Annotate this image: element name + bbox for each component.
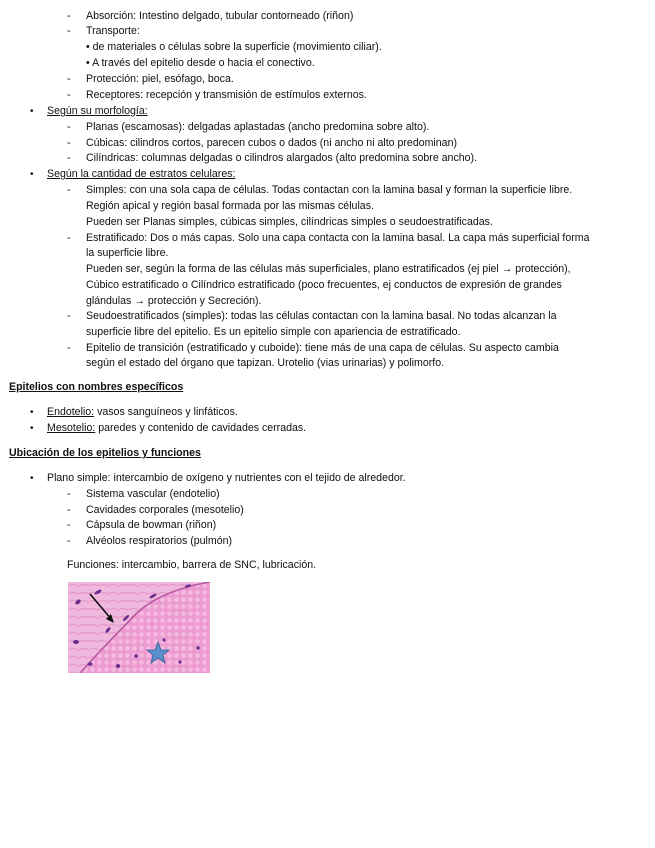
item-estratificado-line5: glándulas → protección y Secreción). (86, 295, 262, 307)
mesotelio-text: paredes y contenido de cavidades cerradas. (95, 422, 307, 434)
item-proteccion: Protección: piel, esófago, boca. (86, 73, 234, 85)
heading-estratos: Según la cantidad de estratos celulares: (47, 168, 236, 180)
item-transporte: Transporte: (86, 25, 140, 37)
item-ubicacion: Cavidades corporales (mesotelio) (86, 504, 244, 516)
item-estratificado-line4: Cúbico estratificado o Cilíndrico estratificado (poco frecuentes, ej conductos de expresión de grandes (86, 279, 562, 291)
funciones-text: Funciones: intercambio, barrera de SNC, lubricación. (67, 559, 317, 571)
item-seudo-line2: superficie libre del epitelio. Es un epitelio simple con apariencia de estratificado. (86, 326, 461, 338)
endotelio-text: vasos sanguíneos y linfáticos. (94, 406, 238, 418)
dash-marker: - (67, 10, 71, 22)
item-planas: Planas (escamosas): delgadas aplastadas (ancho predomina sobre alto). (86, 121, 430, 133)
item-ubicacion: Alvéolos respiratorios (pulmón) (86, 535, 233, 547)
dash-marker: - (67, 504, 71, 516)
item-receptores: Receptores: recepción y transmisión de estímulos externos. (86, 89, 367, 101)
item-simples-line3: Pueden ser Planas simples, cúbicas simples, cilíndricas simples o seudoestratificadas. (86, 216, 493, 228)
histology-image (68, 582, 210, 673)
bullet-dot: • (30, 423, 34, 434)
dash-marker: - (67, 232, 71, 244)
item-endotelio (47, 406, 238, 419)
dash-marker: - (67, 25, 71, 37)
histology-svg (68, 582, 210, 673)
item-simples-line1: Simples: con una sola capa de células. Todas contactan con la lamina basal y forman la superficie libre. (86, 184, 573, 196)
item-estratificado-line2: la superficie libre. (86, 247, 169, 259)
dash-marker: - (67, 184, 71, 196)
dash-marker: - (67, 342, 71, 354)
dash-marker: - (67, 73, 71, 85)
item-transicion-line1: Epitelio de transición (estratificado y cuboide): tiene más de una capa de células. Su aspecto cambia (86, 342, 559, 354)
dash-marker: - (67, 535, 71, 547)
dash-marker: - (67, 488, 71, 500)
item-estratificado-line1: Estratificado: Dos o más capas. Solo una capa contacta con la lamina basal. La capa más superficial forma (86, 232, 590, 244)
dash-marker: - (67, 137, 71, 149)
item-cilindricas: Cilíndricas: columnas delgadas o cilindros alargados (alto predomina sobre ancho). (86, 152, 478, 164)
bullet-dot: • (30, 169, 34, 180)
item-mesotelio (47, 422, 306, 435)
heading-nombres-especificos: Epitelios con nombres específicos (9, 381, 184, 393)
dash-marker: - (67, 89, 71, 101)
item-simples-line2: Región apical y región basal formada por las mismas células. (86, 200, 374, 212)
dash-marker: - (67, 310, 71, 322)
item-cubicas: Cúbicas: cilindros cortos, parecen cubos o dados (ni ancho ni alto predominan) (86, 137, 457, 149)
item-transicion-line2: según el estado del órgano que tapizan. Urotelio (vias urinarias) y polimorfo. (86, 357, 445, 369)
item-estratificado-line3: Pueden ser, según la forma de las células más superficiales, plano estratificados (ej piel → protección), (86, 263, 571, 275)
item-transporte-sub2: • A través del epitelio desde o hacia el conectivo. (86, 57, 315, 69)
bullet-dot: • (30, 106, 34, 117)
item-transporte-sub1: • de materiales o células sobre la superficie (movimiento ciliar). (86, 41, 382, 53)
item-absorcion: Absorción: Intestino delgado, tubular contorneado (riñon) (86, 10, 354, 22)
item-plano-simple: Plano simple: intercambio de oxígeno y nutrientes con el tejido de alrededor. (47, 472, 406, 484)
item-seudo-line1: Seudoestratificados (simples): todas las células contactan con la lamina basal. No todas alcanzan la (86, 310, 557, 322)
bullet-dot: • (30, 473, 34, 484)
item-ubicacion: Sistema vascular (endotelio) (86, 488, 220, 500)
dash-marker: - (67, 121, 71, 133)
dash-marker: - (67, 152, 71, 164)
item-ubicacion: Cápsula de bowman (riñon) (86, 519, 217, 531)
endotelio-label: Endotelio: (47, 406, 95, 418)
dash-marker: - (67, 519, 71, 531)
heading-ubicacion: Ubicación de los epitelios y funciones (9, 447, 201, 459)
bullet-dot: • (30, 407, 34, 418)
heading-morfologia: Según su morfología: (47, 105, 148, 117)
mesotelio-label: Mesotelio: (47, 422, 96, 434)
